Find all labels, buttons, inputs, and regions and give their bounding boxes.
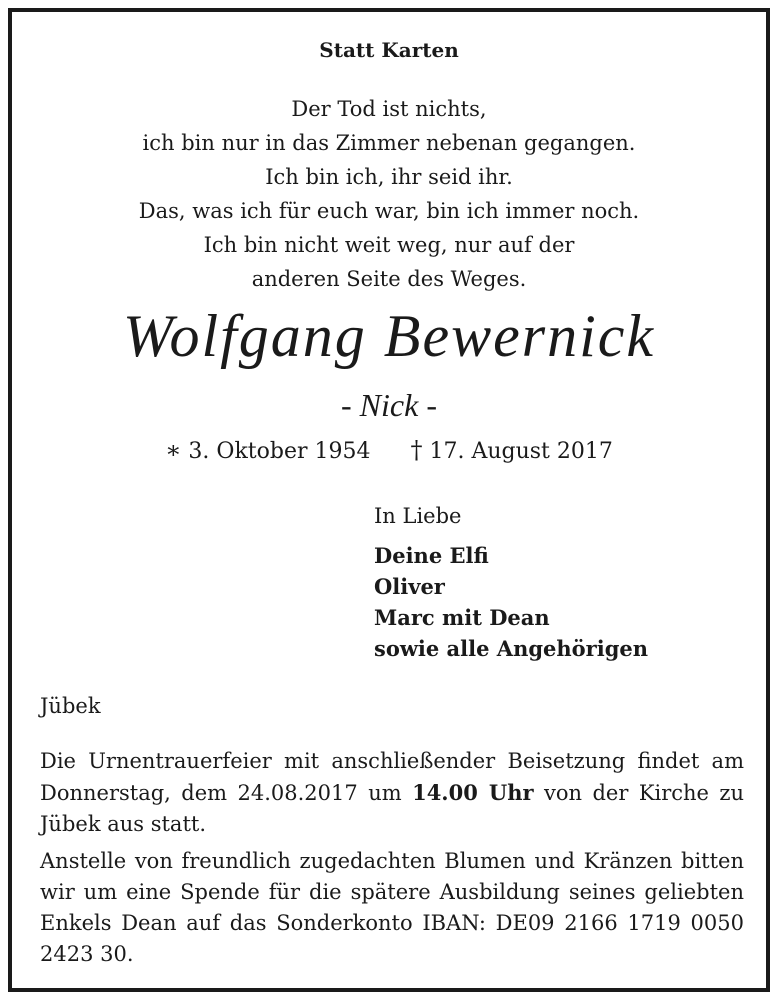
mourners: [374, 504, 648, 664]
deceased-name: Wolfgang Bewernick: [122, 303, 656, 369]
poem: [12, 92, 766, 296]
donation-info: Anstelle von freundlich zugedachten Blumen und Kränzen bitten wir um eine Spende für die spätere Ausbildung seines geliebten Enkels Dean auf das Sonderkonto IBAN: DE09 2166 1719 0050 2423 30.: [40, 849, 744, 966]
birth-icon: ∗: [165, 436, 182, 464]
funeral-text-before: Die Urnentrauerfeier mit anschließender Beisetzung findet am Donnerstag, dem 24.08.2017 um: [40, 749, 744, 805]
mourner-name: Oliver: [374, 574, 445, 599]
poem-line: Das, was ich für euch war, bin ich immer noch.: [138, 199, 640, 223]
poem-line: Ich bin ich, ihr seid ihr.: [265, 165, 513, 189]
poem-line: Der Tod ist nichts,: [291, 97, 487, 121]
poem-line: ich bin nur in das Zimmer nebenan gegangen.: [142, 131, 636, 155]
poem-line: Ich bin nicht weit weg, nur auf der: [203, 233, 575, 257]
funeral-time: 14.00 Uhr: [412, 780, 534, 805]
death-cross-icon: †: [410, 436, 423, 464]
birth-date: 3. Oktober 1954: [188, 439, 371, 464]
notice-header: Statt Karten: [319, 38, 459, 62]
obituary-notice: [8, 8, 770, 992]
mourner-name: Deine Elfi: [374, 543, 489, 568]
mourners-intro: In Liebe: [374, 504, 462, 528]
mourner-name: Marc mit Dean: [374, 605, 550, 630]
funeral-info: [40, 746, 744, 840]
place: Jübek: [40, 694, 101, 718]
death-date: 17. August 2017: [429, 439, 613, 464]
poem-line: anderen Seite des Weges.: [251, 267, 527, 291]
deceased-nickname: - Nick -: [341, 387, 437, 423]
funeral-text-after: von der Kirche zu Jübek aus statt.: [40, 781, 745, 836]
mourner-name: sowie alle Angehörigen: [374, 636, 649, 661]
life-dates: [12, 436, 766, 464]
